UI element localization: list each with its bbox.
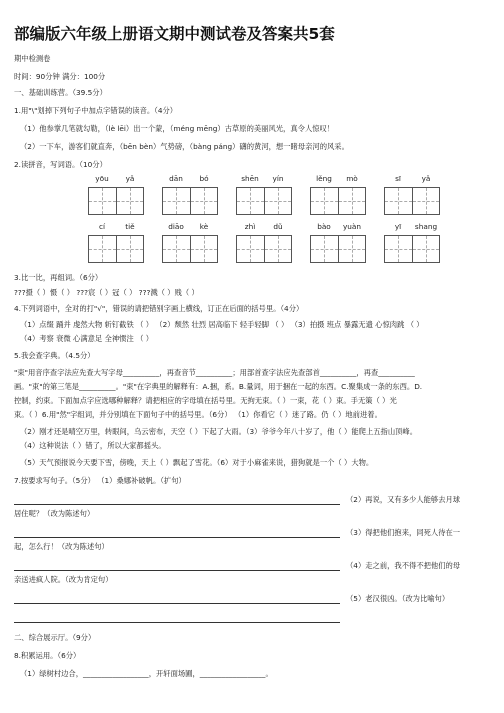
pinyin-syllable: shēn — [241, 174, 259, 183]
q2-title: 2.读拼音，写词语。（10分） — [14, 160, 107, 169]
q7-prompt: （3）得把他们抱来，同死人待在一 — [346, 528, 461, 537]
pinyin-syllable: cí — [98, 222, 106, 231]
writing-box[interactable] — [413, 188, 440, 214]
pinyin-syllable: yōu — [95, 174, 109, 183]
pinyin-group — [162, 174, 218, 215]
q4-line-1: （1）点缀 踊并 虔然大物 斩钉截铁 （ ） （2）颓然 壮烈 居高临下 轻手轻脚 （ ） （3）拍摄 班点 暴露无遗 心惊肉跳 （ ） — [20, 320, 424, 329]
q4-title: 4.下列词语中，全对的打"√"，错误的请把错别字画上横线，订正在后面的括号里。（4分） — [14, 304, 304, 313]
q1-line-1: （1）他参掌几笔就勾勒，（lè lēi）出一个蒙，（méng mēng）古草原的美丽风光，真令人惊叹！ — [20, 124, 335, 133]
writing-box[interactable] — [163, 188, 191, 214]
writing-box[interactable] — [265, 236, 292, 262]
q7-answer-2 — [14, 527, 490, 538]
q7-answer-1 — [14, 494, 490, 505]
pinyin-group — [384, 222, 440, 263]
writing-box[interactable] — [265, 188, 292, 214]
q7-answer-5 — [14, 612, 490, 623]
pinyin-syllable: dān — [169, 174, 183, 183]
exam-meta: 时间：90分钟 满分：100分 — [14, 72, 106, 81]
q5-title: 5.我会查字典。（4.5分） — [14, 351, 95, 360]
q7-prompt: （5）老汉很凶。（改为比喻句） — [346, 594, 450, 603]
pinyin-syllable: yī — [394, 222, 402, 231]
pinyin-group — [162, 222, 218, 263]
writing-box[interactable] — [89, 188, 117, 214]
pinyin-syllable: yǎ — [421, 174, 431, 183]
q1-line-2: （2）一下车，游客们就直奔，（bēn bèn）气势磅，（bàng páng）礴的黄河，想一睹母亲河的风采。 — [20, 142, 349, 151]
q5-line-6: （4）这种说法（ ）错了，所以大家都摇头。 — [20, 441, 166, 450]
pinyin-group — [310, 222, 366, 263]
q5-line-3: 控制，约束。下面加点字应选哪种解释？请把相应的字母填在括号里。无拘无束。（ ）一束，花（ ）束。手无策（ ）光 — [14, 396, 397, 405]
writing-box[interactable] — [237, 188, 265, 214]
pinyin-group — [88, 222, 144, 263]
pinyin-syllable: bào — [317, 222, 331, 231]
pinyin-syllable: lěng — [316, 174, 332, 183]
pinyin-syllable: kè — [199, 222, 209, 231]
q7-prompt-cont: 居住呢？（改为陈述句） — [14, 509, 95, 518]
pinyin-syllable: yuàn — [342, 222, 362, 231]
answer-line[interactable] — [14, 494, 340, 505]
q4-line-2: （4）考察 衰微 心满意足 全神惯注 （ ） — [20, 334, 153, 343]
writing-box[interactable] — [117, 188, 144, 214]
writing-box[interactable] — [385, 236, 413, 262]
answer-line[interactable] — [14, 527, 340, 538]
pinyin-group — [88, 174, 144, 215]
pinyin-syllable: tiě — [125, 222, 135, 231]
q7-prompt: （4）走之前，我不得不把他们的母 — [346, 561, 461, 570]
q5-line-5: （2）刚才还是晴空万里，转眼间，乌云密布，天空（ ）下起了大雨。（3）爷爷今年八十岁了，他（ ）能爬上五指山顶峰。 — [20, 427, 418, 436]
pinyin-grid-row-1 — [88, 174, 490, 218]
writing-box[interactable] — [339, 236, 366, 262]
pinyin-group — [236, 174, 292, 215]
writing-box[interactable] — [311, 236, 339, 262]
q7-answer-3 — [14, 560, 490, 571]
subtitle: 期中检测卷 — [14, 54, 51, 63]
q8-line-1: （1）绿树村边合，__________________，开轩面场圃，__________________。 — [20, 669, 273, 678]
q5-line-7: （5）天气预报说今天要下雪，傍晚，天上（ ）飘起了雪花。（6）对于小麻雀来说，猎狗就是一个（ ）大物。 — [20, 458, 374, 467]
q1-title: 1.用"\"划掉下列句子中加点字错误的读音。（4分） — [14, 106, 178, 115]
writing-box[interactable] — [117, 236, 144, 262]
pinyin-syllable: zhì — [244, 222, 256, 231]
writing-box[interactable] — [89, 236, 117, 262]
section-2-heading: 二、综合展示厅。（9分） — [14, 633, 96, 642]
writing-box[interactable] — [311, 188, 339, 214]
q5-line-2: 画。"束"的第三笔是__________。"束"在字典里的解释有：A.捆，系。B.量词，用于捆在一起的东西。C.聚集成一条的东西。D. — [14, 382, 423, 391]
q7-answer-4 — [14, 593, 490, 604]
writing-box[interactable] — [413, 236, 440, 262]
answer-line[interactable] — [14, 593, 340, 604]
pinyin-syllable: diāo — [168, 222, 184, 231]
q8-title: 8.积累运用。（6分） — [14, 651, 81, 660]
writing-box[interactable] — [191, 188, 218, 214]
pinyin-syllable: bó — [199, 174, 209, 183]
q3-title: 3.比一比，再组词。（6分） — [14, 273, 103, 282]
page-title: 部编版六年级上册语文期中测试卷及答案共5套 — [14, 25, 335, 43]
pinyin-group — [384, 174, 440, 215]
answer-line[interactable] — [14, 560, 340, 571]
pinyin-syllable: mò — [346, 174, 358, 183]
writing-box[interactable] — [385, 188, 413, 214]
pinyin-group — [236, 222, 292, 263]
q7-prompt: （2）再说，又有多少人能够去月球 — [346, 495, 461, 504]
pinyin-group — [310, 174, 366, 215]
pinyin-grid-row-2 — [88, 222, 490, 266]
answer-line[interactable] — [14, 612, 340, 623]
q5-line-1: "束"用音序查字法应先查大写字母__________，再查音节__________；用部首查字法应先查部首__________，再查__________ — [14, 368, 415, 377]
q7-prompt-cont: 亲送进疯人院。（改为肯定句） — [14, 575, 113, 584]
pinyin-syllable: yǎ — [125, 174, 135, 183]
section-1-heading: 一、基础训练营。（39.5分） — [14, 88, 107, 97]
q7-prompt-cont: 起，怎么行！（改为陈述句） — [14, 542, 109, 551]
q5-line-4: 束。（ ）6.用"然"字组词，并分别填在下面句子中的括号里。（6分） （1）你看它（ ）迷了路。仍（ ）地前进着。 — [14, 410, 382, 419]
q3-line-1: ???摄（ ）慑（ ） ???宸（ ）冠（ ） ???溅（ ）贱（ ） — [14, 288, 199, 297]
writing-box[interactable] — [191, 236, 218, 262]
pinyin-syllable: shang — [414, 222, 438, 231]
q7-title: 7.按要求写句子。（5分） （1）桑娜补破帆。（扩句） — [14, 476, 186, 485]
writing-box[interactable] — [237, 236, 265, 262]
writing-box[interactable] — [339, 188, 366, 214]
pinyin-syllable: yín — [272, 174, 284, 183]
pinyin-syllable: dǔ — [273, 222, 283, 231]
pinyin-syllable: sī — [395, 174, 401, 183]
writing-box[interactable] — [163, 236, 191, 262]
